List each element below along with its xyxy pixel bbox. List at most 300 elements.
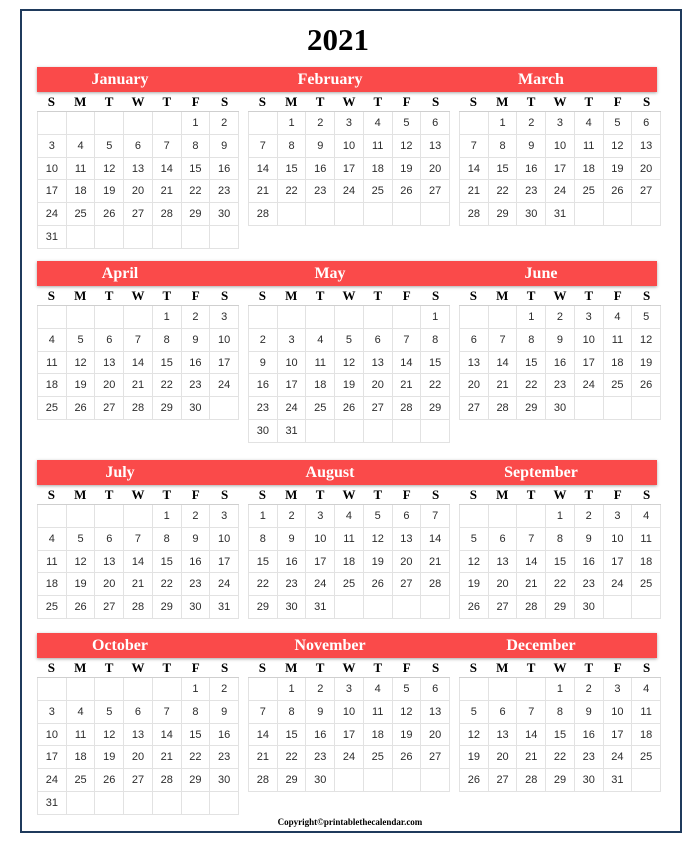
day-cell: 3 bbox=[38, 135, 67, 158]
weekday-header bbox=[37, 485, 239, 505]
day-cell: 2 bbox=[575, 678, 604, 701]
day-cell: 19 bbox=[632, 352, 661, 375]
day-cell: 14 bbox=[489, 352, 518, 375]
empty-day-cell bbox=[460, 678, 489, 701]
day-cell: 11 bbox=[632, 528, 661, 551]
empty-day-cell bbox=[335, 420, 364, 443]
day-cell: 15 bbox=[249, 551, 278, 574]
day-cell: 6 bbox=[421, 112, 450, 135]
day-cell: 13 bbox=[95, 352, 124, 375]
day-cell: 7 bbox=[489, 329, 518, 352]
day-grid bbox=[248, 678, 450, 792]
day-cell: 6 bbox=[489, 701, 518, 724]
empty-day-cell bbox=[517, 678, 546, 701]
day-cell: 19 bbox=[335, 374, 364, 397]
month-title: April bbox=[101, 265, 139, 282]
month-march bbox=[459, 92, 661, 226]
empty-day-cell bbox=[95, 505, 124, 528]
empty-day-cell bbox=[124, 505, 153, 528]
day-cell: 27 bbox=[95, 596, 124, 619]
day-cell: 17 bbox=[38, 746, 67, 769]
day-cell: 27 bbox=[421, 180, 450, 203]
day-cell: 6 bbox=[421, 678, 450, 701]
month-title: May bbox=[314, 265, 346, 282]
day-cell: 28 bbox=[124, 397, 153, 420]
day-cell: 1 bbox=[249, 505, 278, 528]
day-cell: 19 bbox=[67, 573, 96, 596]
weekday-label: T bbox=[526, 660, 536, 675]
weekday-label: S bbox=[258, 288, 267, 303]
empty-day-cell bbox=[575, 397, 604, 420]
day-cell: 29 bbox=[182, 769, 211, 792]
empty-day-cell bbox=[182, 792, 211, 815]
day-cell: 1 bbox=[182, 678, 211, 701]
month-title: June bbox=[524, 265, 558, 282]
day-cell: 23 bbox=[182, 374, 211, 397]
day-cell: 24 bbox=[604, 746, 633, 769]
weekday-label: T bbox=[373, 288, 383, 303]
day-cell: 23 bbox=[575, 573, 604, 596]
day-cell: 7 bbox=[393, 329, 422, 352]
day-cell: 27 bbox=[421, 746, 450, 769]
empty-day-cell bbox=[153, 792, 182, 815]
day-cell: 26 bbox=[364, 573, 393, 596]
weekday-label: M bbox=[74, 487, 87, 502]
empty-day-cell bbox=[364, 306, 393, 329]
day-cell: 29 bbox=[249, 596, 278, 619]
day-cell: 25 bbox=[67, 769, 96, 792]
empty-day-cell bbox=[124, 792, 153, 815]
day-cell: 1 bbox=[489, 112, 518, 135]
weekday-label: F bbox=[402, 487, 411, 502]
weekday-label: T bbox=[584, 94, 594, 109]
day-cell: 30 bbox=[517, 203, 546, 226]
day-cell: 4 bbox=[364, 112, 393, 135]
day-cell: 9 bbox=[575, 701, 604, 724]
empty-day-cell bbox=[460, 505, 489, 528]
day-cell: 3 bbox=[604, 505, 633, 528]
day-cell: 7 bbox=[249, 135, 278, 158]
empty-day-cell bbox=[38, 678, 67, 701]
weekday-label: M bbox=[285, 487, 298, 502]
day-cell: 24 bbox=[306, 573, 335, 596]
weekday-label: S bbox=[431, 288, 440, 303]
weekday-header bbox=[248, 658, 450, 678]
weekday-header bbox=[37, 658, 239, 678]
weekday-label: T bbox=[584, 487, 594, 502]
day-cell: 8 bbox=[546, 701, 575, 724]
weekday-label: W bbox=[131, 487, 145, 502]
day-cell: 7 bbox=[153, 135, 182, 158]
empty-day-cell bbox=[67, 112, 96, 135]
day-cell: 18 bbox=[604, 352, 633, 375]
day-cell: 13 bbox=[489, 724, 518, 747]
day-cell: 2 bbox=[182, 505, 211, 528]
day-grid bbox=[459, 306, 661, 420]
empty-day-cell bbox=[67, 306, 96, 329]
day-cell: 10 bbox=[278, 352, 307, 375]
day-cell: 18 bbox=[632, 551, 661, 574]
day-cell: 14 bbox=[517, 724, 546, 747]
day-cell: 5 bbox=[460, 528, 489, 551]
month-november bbox=[248, 658, 450, 792]
day-cell: 14 bbox=[249, 724, 278, 747]
day-cell: 1 bbox=[153, 505, 182, 528]
day-cell: 19 bbox=[393, 158, 422, 181]
day-cell: 8 bbox=[278, 135, 307, 158]
weekday-label: T bbox=[162, 487, 172, 502]
day-cell: 27 bbox=[489, 769, 518, 792]
day-cell: 5 bbox=[67, 528, 96, 551]
day-cell: 10 bbox=[604, 701, 633, 724]
day-cell: 25 bbox=[306, 397, 335, 420]
day-cell: 13 bbox=[393, 528, 422, 551]
day-cell: 7 bbox=[517, 701, 546, 724]
day-cell: 25 bbox=[364, 746, 393, 769]
weekday-label: F bbox=[613, 487, 622, 502]
day-cell: 10 bbox=[604, 528, 633, 551]
empty-day-cell bbox=[489, 306, 518, 329]
day-cell: 30 bbox=[210, 769, 239, 792]
weekday-label: T bbox=[104, 94, 114, 109]
weekday-label: S bbox=[258, 94, 267, 109]
day-cell: 13 bbox=[364, 352, 393, 375]
weekday-header bbox=[248, 92, 450, 112]
day-cell: 15 bbox=[278, 158, 307, 181]
day-cell: 7 bbox=[124, 528, 153, 551]
month-title: October bbox=[92, 637, 148, 654]
weekday-label: F bbox=[613, 660, 622, 675]
day-cell: 17 bbox=[604, 551, 633, 574]
day-cell: 18 bbox=[575, 158, 604, 181]
day-cell: 29 bbox=[546, 596, 575, 619]
day-cell: 5 bbox=[95, 135, 124, 158]
day-cell: 17 bbox=[38, 180, 67, 203]
weekday-header bbox=[248, 485, 450, 505]
day-cell: 17 bbox=[335, 724, 364, 747]
day-cell: 4 bbox=[632, 678, 661, 701]
day-cell: 9 bbox=[210, 135, 239, 158]
day-cell: 26 bbox=[632, 374, 661, 397]
day-cell: 15 bbox=[153, 551, 182, 574]
day-cell: 9 bbox=[306, 135, 335, 158]
day-cell: 26 bbox=[460, 596, 489, 619]
day-cell: 23 bbox=[517, 180, 546, 203]
weekday-label: W bbox=[553, 660, 567, 675]
day-cell: 18 bbox=[364, 158, 393, 181]
day-cell: 24 bbox=[575, 374, 604, 397]
day-cell: 17 bbox=[575, 352, 604, 375]
day-cell: 27 bbox=[124, 769, 153, 792]
weekday-label: S bbox=[220, 487, 229, 502]
day-cell: 29 bbox=[153, 596, 182, 619]
day-cell: 27 bbox=[393, 573, 422, 596]
day-cell: 12 bbox=[95, 158, 124, 181]
day-grid bbox=[248, 112, 450, 226]
empty-day-cell bbox=[393, 420, 422, 443]
empty-day-cell bbox=[124, 112, 153, 135]
day-cell: 9 bbox=[182, 329, 211, 352]
day-cell: 16 bbox=[575, 724, 604, 747]
weekday-label: T bbox=[315, 94, 325, 109]
day-cell: 4 bbox=[604, 306, 633, 329]
day-cell: 22 bbox=[153, 573, 182, 596]
day-cell: 5 bbox=[364, 505, 393, 528]
weekday-label: S bbox=[220, 94, 229, 109]
weekday-label: M bbox=[74, 94, 87, 109]
day-cell: 26 bbox=[460, 769, 489, 792]
day-cell: 20 bbox=[489, 746, 518, 769]
empty-day-cell bbox=[153, 226, 182, 249]
day-cell: 4 bbox=[67, 135, 96, 158]
empty-day-cell bbox=[210, 226, 239, 249]
day-cell: 20 bbox=[95, 573, 124, 596]
weekday-label: F bbox=[402, 94, 411, 109]
weekday-label: S bbox=[642, 288, 651, 303]
day-cell: 29 bbox=[517, 397, 546, 420]
day-cell: 29 bbox=[182, 203, 211, 226]
empty-day-cell bbox=[38, 505, 67, 528]
day-cell: 23 bbox=[182, 573, 211, 596]
day-cell: 21 bbox=[153, 746, 182, 769]
day-cell: 2 bbox=[306, 678, 335, 701]
day-cell: 14 bbox=[421, 528, 450, 551]
day-cell: 22 bbox=[249, 573, 278, 596]
empty-day-cell bbox=[95, 226, 124, 249]
day-cell: 12 bbox=[604, 135, 633, 158]
weekday-label: T bbox=[162, 660, 172, 675]
day-cell: 7 bbox=[421, 505, 450, 528]
day-cell: 21 bbox=[249, 180, 278, 203]
day-cell: 19 bbox=[95, 180, 124, 203]
day-cell: 25 bbox=[67, 203, 96, 226]
weekday-label: S bbox=[220, 288, 229, 303]
day-cell: 4 bbox=[575, 112, 604, 135]
weekday-label: S bbox=[431, 487, 440, 502]
empty-day-cell bbox=[460, 306, 489, 329]
day-cell: 29 bbox=[489, 203, 518, 226]
weekday-label: T bbox=[373, 660, 383, 675]
empty-day-cell bbox=[95, 306, 124, 329]
day-cell: 16 bbox=[210, 724, 239, 747]
day-cell: 20 bbox=[95, 374, 124, 397]
day-cell: 21 bbox=[124, 374, 153, 397]
month-title: August bbox=[305, 464, 355, 481]
empty-day-cell bbox=[278, 203, 307, 226]
empty-day-cell bbox=[95, 678, 124, 701]
day-cell: 18 bbox=[67, 180, 96, 203]
weekday-label: F bbox=[402, 660, 411, 675]
day-cell: 14 bbox=[393, 352, 422, 375]
day-cell: 5 bbox=[604, 112, 633, 135]
day-cell: 2 bbox=[182, 306, 211, 329]
weekday-label: S bbox=[258, 487, 267, 502]
day-cell: 28 bbox=[153, 769, 182, 792]
day-cell: 3 bbox=[306, 505, 335, 528]
day-cell: 29 bbox=[546, 769, 575, 792]
day-cell: 18 bbox=[67, 746, 96, 769]
day-cell: 6 bbox=[124, 135, 153, 158]
day-cell: 21 bbox=[153, 180, 182, 203]
day-grid bbox=[459, 678, 661, 792]
day-cell: 28 bbox=[517, 769, 546, 792]
day-cell: 23 bbox=[210, 180, 239, 203]
day-cell: 25 bbox=[632, 746, 661, 769]
day-cell: 28 bbox=[249, 203, 278, 226]
day-cell: 16 bbox=[306, 724, 335, 747]
day-cell: 26 bbox=[393, 180, 422, 203]
empty-day-cell bbox=[632, 769, 661, 792]
day-cell: 30 bbox=[575, 769, 604, 792]
day-cell: 12 bbox=[364, 528, 393, 551]
day-cell: 30 bbox=[306, 769, 335, 792]
day-cell: 4 bbox=[306, 329, 335, 352]
day-cell: 4 bbox=[364, 678, 393, 701]
day-cell: 14 bbox=[249, 158, 278, 181]
day-cell: 16 bbox=[182, 551, 211, 574]
empty-day-cell bbox=[153, 112, 182, 135]
empty-day-cell bbox=[364, 769, 393, 792]
weekday-label: W bbox=[131, 660, 145, 675]
day-cell: 13 bbox=[460, 352, 489, 375]
day-cell: 18 bbox=[632, 724, 661, 747]
weekday-label: F bbox=[191, 94, 200, 109]
day-cell: 18 bbox=[306, 374, 335, 397]
day-cell: 10 bbox=[306, 528, 335, 551]
day-cell: 28 bbox=[489, 397, 518, 420]
day-cell: 11 bbox=[364, 701, 393, 724]
day-cell: 6 bbox=[364, 329, 393, 352]
day-cell: 23 bbox=[210, 746, 239, 769]
weekday-label: S bbox=[642, 660, 651, 675]
day-cell: 20 bbox=[489, 573, 518, 596]
day-cell: 15 bbox=[182, 724, 211, 747]
day-cell: 31 bbox=[38, 226, 67, 249]
day-cell: 30 bbox=[210, 203, 239, 226]
day-cell: 29 bbox=[153, 397, 182, 420]
day-cell: 13 bbox=[421, 701, 450, 724]
weekday-label: T bbox=[526, 288, 536, 303]
day-cell: 9 bbox=[278, 528, 307, 551]
day-cell: 8 bbox=[517, 329, 546, 352]
day-cell: 26 bbox=[393, 746, 422, 769]
day-grid bbox=[459, 505, 661, 619]
day-grid bbox=[37, 505, 239, 619]
empty-day-cell bbox=[306, 306, 335, 329]
day-cell: 21 bbox=[124, 573, 153, 596]
day-cell: 1 bbox=[421, 306, 450, 329]
day-grid bbox=[37, 306, 239, 420]
weekday-label: T bbox=[104, 660, 114, 675]
day-cell: 12 bbox=[460, 724, 489, 747]
day-cell: 20 bbox=[632, 158, 661, 181]
month-title: December bbox=[506, 637, 576, 654]
day-cell: 30 bbox=[249, 420, 278, 443]
day-cell: 12 bbox=[67, 551, 96, 574]
day-cell: 7 bbox=[517, 528, 546, 551]
day-cell: 3 bbox=[210, 306, 239, 329]
day-cell: 25 bbox=[335, 573, 364, 596]
day-cell: 31 bbox=[278, 420, 307, 443]
empty-day-cell bbox=[124, 306, 153, 329]
day-cell: 15 bbox=[546, 724, 575, 747]
empty-day-cell bbox=[364, 203, 393, 226]
day-cell: 16 bbox=[575, 551, 604, 574]
day-cell: 8 bbox=[153, 528, 182, 551]
day-cell: 21 bbox=[421, 551, 450, 574]
empty-day-cell bbox=[335, 203, 364, 226]
day-cell: 23 bbox=[249, 397, 278, 420]
day-cell: 22 bbox=[182, 746, 211, 769]
day-cell: 31 bbox=[604, 769, 633, 792]
day-cell: 4 bbox=[335, 505, 364, 528]
day-cell: 15 bbox=[517, 352, 546, 375]
day-cell: 6 bbox=[95, 329, 124, 352]
empty-day-cell bbox=[67, 792, 96, 815]
day-cell: 2 bbox=[210, 678, 239, 701]
empty-day-cell bbox=[575, 203, 604, 226]
day-cell: 15 bbox=[546, 551, 575, 574]
empty-day-cell bbox=[306, 420, 335, 443]
day-cell: 25 bbox=[632, 573, 661, 596]
day-cell: 26 bbox=[67, 596, 96, 619]
day-cell: 26 bbox=[604, 180, 633, 203]
day-cell: 13 bbox=[489, 551, 518, 574]
empty-day-cell bbox=[364, 596, 393, 619]
day-cell: 5 bbox=[67, 329, 96, 352]
day-cell: 3 bbox=[575, 306, 604, 329]
day-cell: 6 bbox=[95, 528, 124, 551]
day-cell: 10 bbox=[335, 701, 364, 724]
day-cell: 6 bbox=[632, 112, 661, 135]
day-cell: 24 bbox=[546, 180, 575, 203]
weekday-label: S bbox=[469, 487, 478, 502]
day-cell: 3 bbox=[546, 112, 575, 135]
day-cell: 17 bbox=[306, 551, 335, 574]
empty-day-cell bbox=[95, 112, 124, 135]
weekday-label: F bbox=[613, 94, 622, 109]
weekday-label: T bbox=[104, 487, 114, 502]
weekday-label: W bbox=[342, 660, 356, 675]
weekday-label: M bbox=[496, 487, 509, 502]
month-january bbox=[37, 92, 239, 249]
month-february bbox=[248, 92, 450, 226]
weekday-header bbox=[459, 92, 661, 112]
empty-day-cell bbox=[421, 420, 450, 443]
weekday-label: T bbox=[584, 660, 594, 675]
day-grid bbox=[37, 112, 239, 249]
day-cell: 14 bbox=[460, 158, 489, 181]
month-title: July bbox=[105, 464, 135, 481]
day-cell: 20 bbox=[364, 374, 393, 397]
empty-day-cell bbox=[182, 226, 211, 249]
day-cell: 1 bbox=[546, 678, 575, 701]
day-cell: 3 bbox=[278, 329, 307, 352]
weekday-label: T bbox=[162, 94, 172, 109]
empty-day-cell bbox=[335, 596, 364, 619]
day-cell: 25 bbox=[364, 180, 393, 203]
day-cell: 3 bbox=[210, 505, 239, 528]
weekday-label: T bbox=[315, 660, 325, 675]
weekday-label: S bbox=[469, 288, 478, 303]
weekday-label: M bbox=[496, 660, 509, 675]
day-cell: 31 bbox=[306, 596, 335, 619]
empty-day-cell bbox=[306, 203, 335, 226]
day-cell: 28 bbox=[124, 596, 153, 619]
day-cell: 9 bbox=[210, 701, 239, 724]
weekday-label: F bbox=[402, 288, 411, 303]
day-cell: 9 bbox=[575, 528, 604, 551]
